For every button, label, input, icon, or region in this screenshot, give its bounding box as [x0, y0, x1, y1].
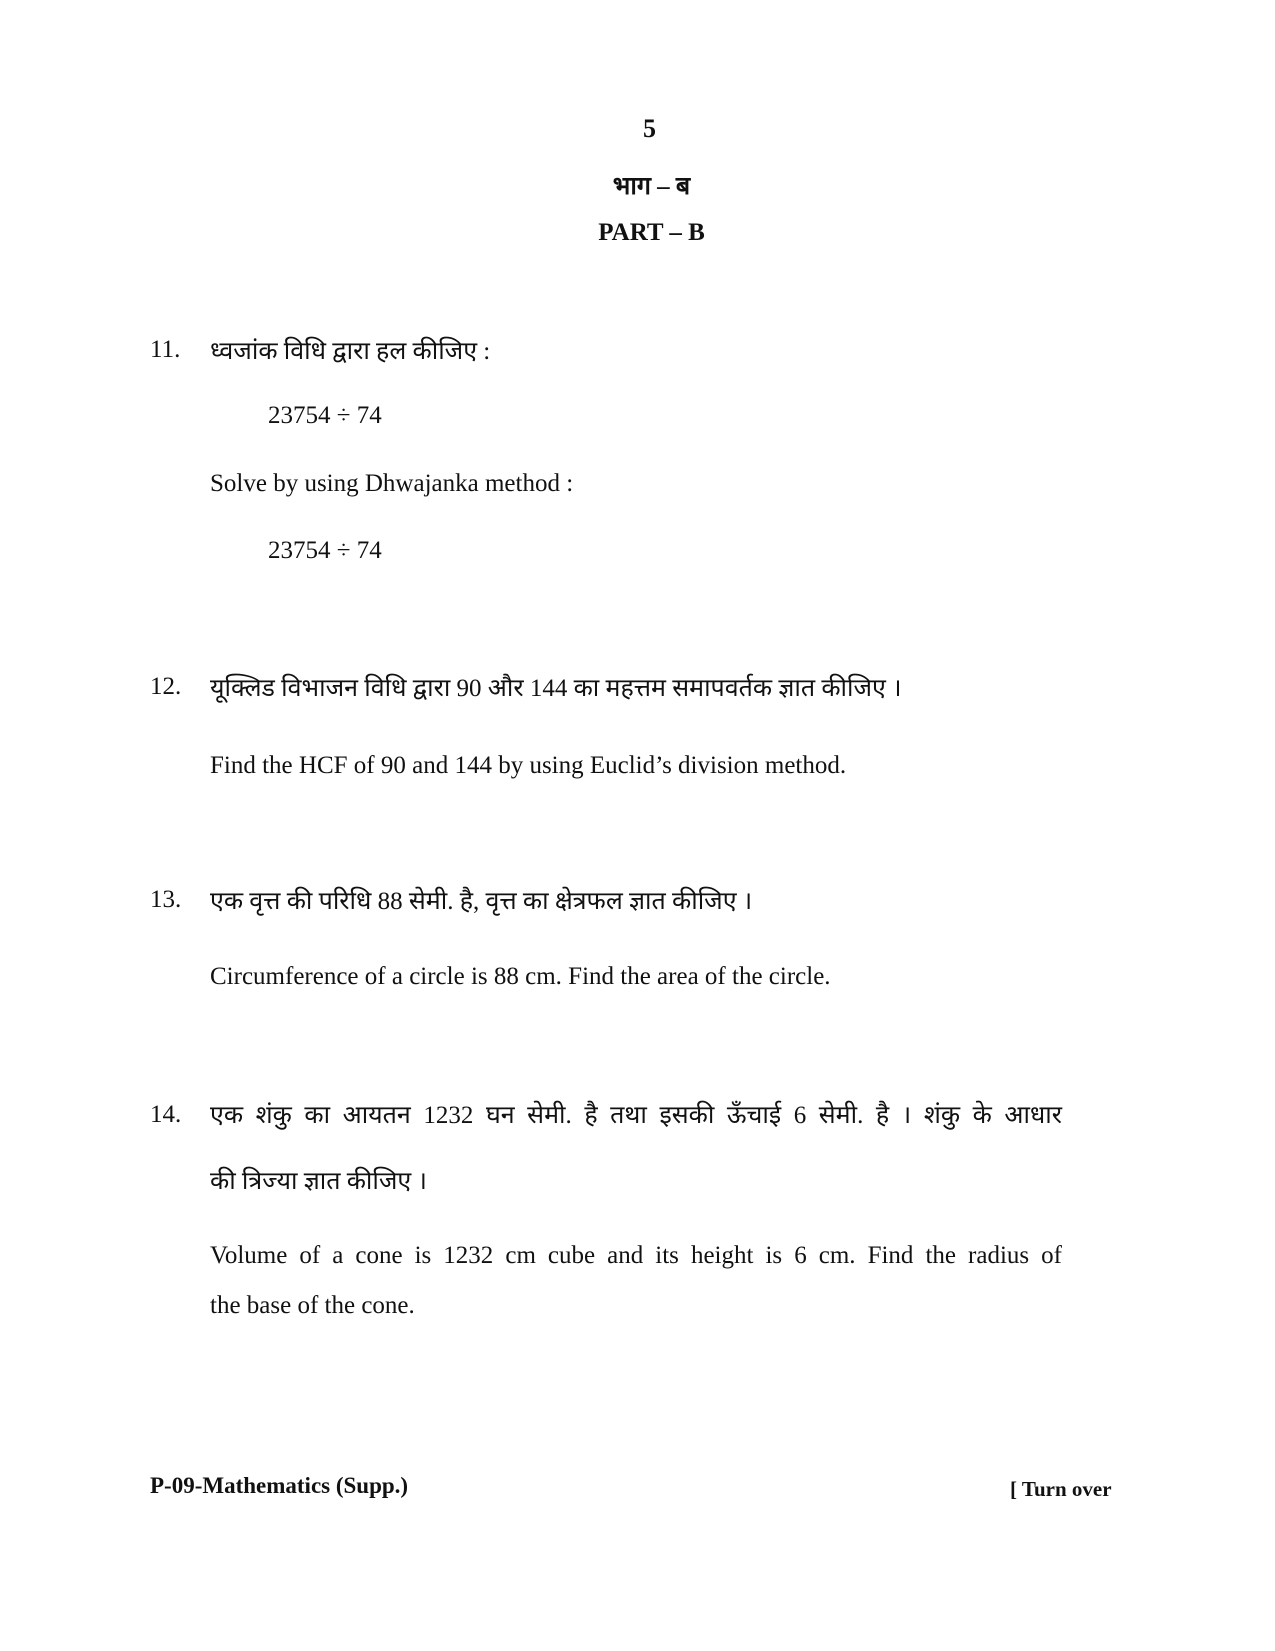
question-number: 12. [150, 673, 182, 700]
question-text-english: Circumference of a circle is 88 cm. Find the area of the circle. [210, 963, 831, 990]
turn-over-note: [ Turn over [1010, 1477, 1112, 1501]
question-text-english-line-1: Volume of a cone is 1232 cm cube and its height is 6 cm. Find the radius of [210, 1242, 1062, 1269]
question-number: 14. [150, 1101, 182, 1128]
question-number: 13. [150, 886, 182, 913]
question-text-hindi-line-1: एक शंकु का आयतन 1232 घन सेमी. है तथा इसकी ऊँचाई 6 सेमी. है । शंकु के आधार [210, 1102, 1062, 1129]
question-text-english: Solve by using Dhwajanka method : [210, 470, 574, 497]
part-heading-english: PART – B [598, 219, 705, 246]
question-expression-english: 23754 ÷ 74 [268, 537, 382, 564]
part-heading-hindi: भाग – ब [612, 173, 691, 200]
paper-code: P-09-Mathematics (Supp.) [150, 1473, 409, 1498]
question-text-hindi: एक वृत्त की परिधि 88 सेमी. है, वृत्त का क्षेत्रफल ज्ञात कीजिए । [210, 888, 753, 915]
question-expression-hindi: 23754 ÷ 74 [268, 402, 382, 429]
question-text-english-line-2: the base of the cone. [210, 1292, 415, 1319]
question-number: 11. [150, 336, 181, 363]
question-text-hindi: यूक्लिड विभाजन विधि द्वारा 90 और 144 का महत्तम समापवर्तक ज्ञात कीजिए । [210, 675, 902, 702]
page-number: 5 [643, 114, 656, 143]
question-text-hindi: ध्वजांक विधि द्वारा हल कीजिए : [210, 338, 491, 365]
question-text-hindi-line-2: की त्रिज्या ज्ञात कीजिए । [210, 1168, 427, 1195]
question-text-english: Find the HCF of 90 and 144 by using Euclid’s division method. [210, 752, 847, 779]
